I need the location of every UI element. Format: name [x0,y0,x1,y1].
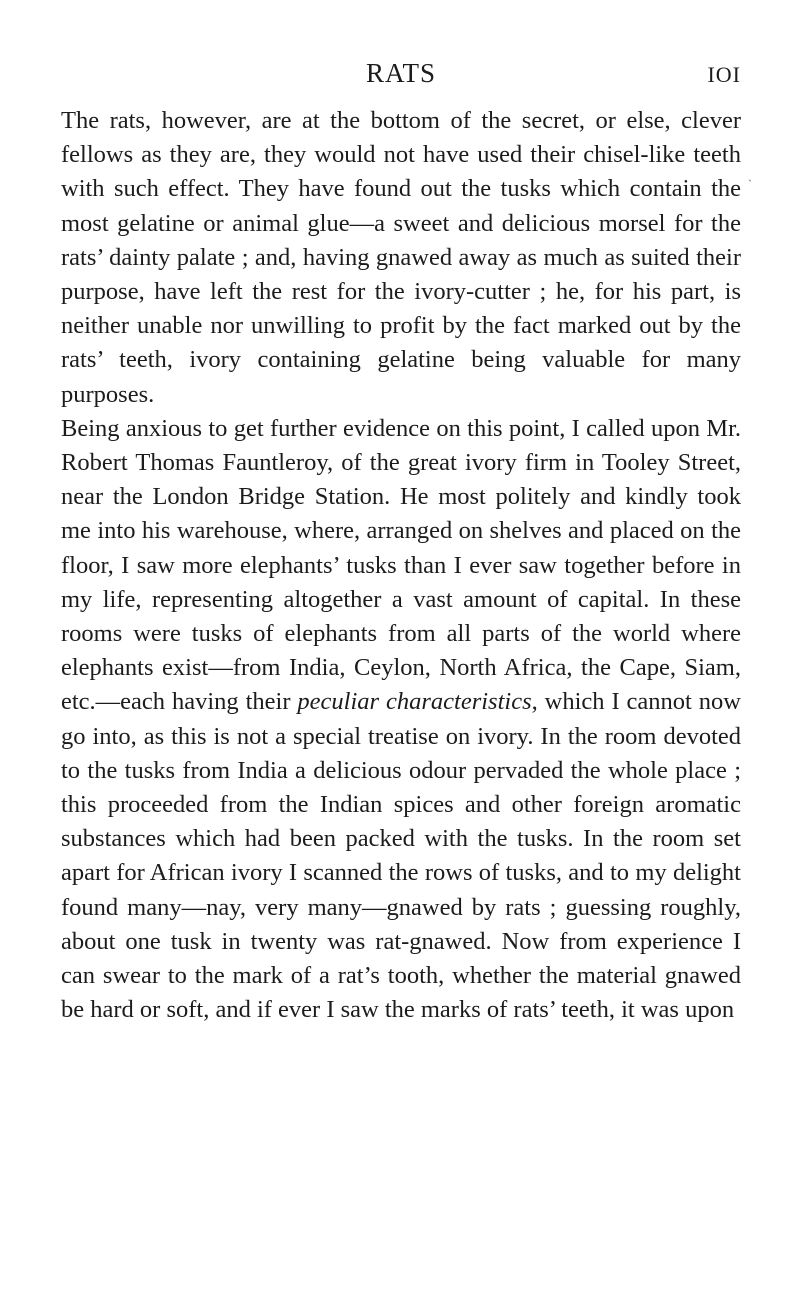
paragraph-2 [61,412,741,1028]
running-title: RATS [365,58,437,88]
book-page [61,58,741,1027]
body-text [61,104,741,1027]
paragraph-1: The rats, however, are at the bottom of the secret, or else, clever fellows as they are, they would not have used their chisel-like teeth with such effect. They have found out the tusks which contain the most gelatine or animal glue—a sweet and delicious morsel for the rats’ dainty palate ; and, having gnawed away as much as suited their purpose, have left the rest for the ivory-cutter ; he, for his part, is neither unable nor unwilling to profit by the fact marked out by the rats’ teeth, ivory containing gelatine being valuable for many purposes. [61,107,741,408]
italic-phrase: peculiar characteristics [297,688,532,716]
running-head [61,58,741,104]
page-number: IOI [707,62,741,87]
margin-mark: ˎ [748,168,752,182]
paragraph-2-text-b: , which I cannot now go into, as this is not a special treatise on ivory. In the room devoted to the tusks from India a delicious odour pervaded the whole place ; this proceeded from the Indian spices and other foreign aromatic substances which had been packed with the tusks. In the room set apart for African ivory I scanned the rows of tusks, and to my delight found many—nay, very many—gnawed by rats ; guessing roughly, about one tusk in twenty was rat-gnawed. Now from experience I can swear to the mark of a rat’s tooth, whether the material gnawed be hard or soft, and if ever I saw the marks of rats’ teeth, it was upon [61,688,741,1024]
paragraph-2-text-a: Being anxious to get further evidence on this point, I called upon Mr. Robert Thomas Fauntleroy, of the great ivory firm in Tooley Street, near the London Bridge Station. He most politely and kindly took me into his warehouse, where, arranged on shelves and placed on the floor, I saw more elephants’ tusks than I ever saw together before in my life, representing altogether a vast amount of capital. In these rooms were tusks of elephants from all parts of the world where elephants exist—from India, Ceylon, North Africa, the Cape, Siam, etc.—each having their [61,414,741,716]
